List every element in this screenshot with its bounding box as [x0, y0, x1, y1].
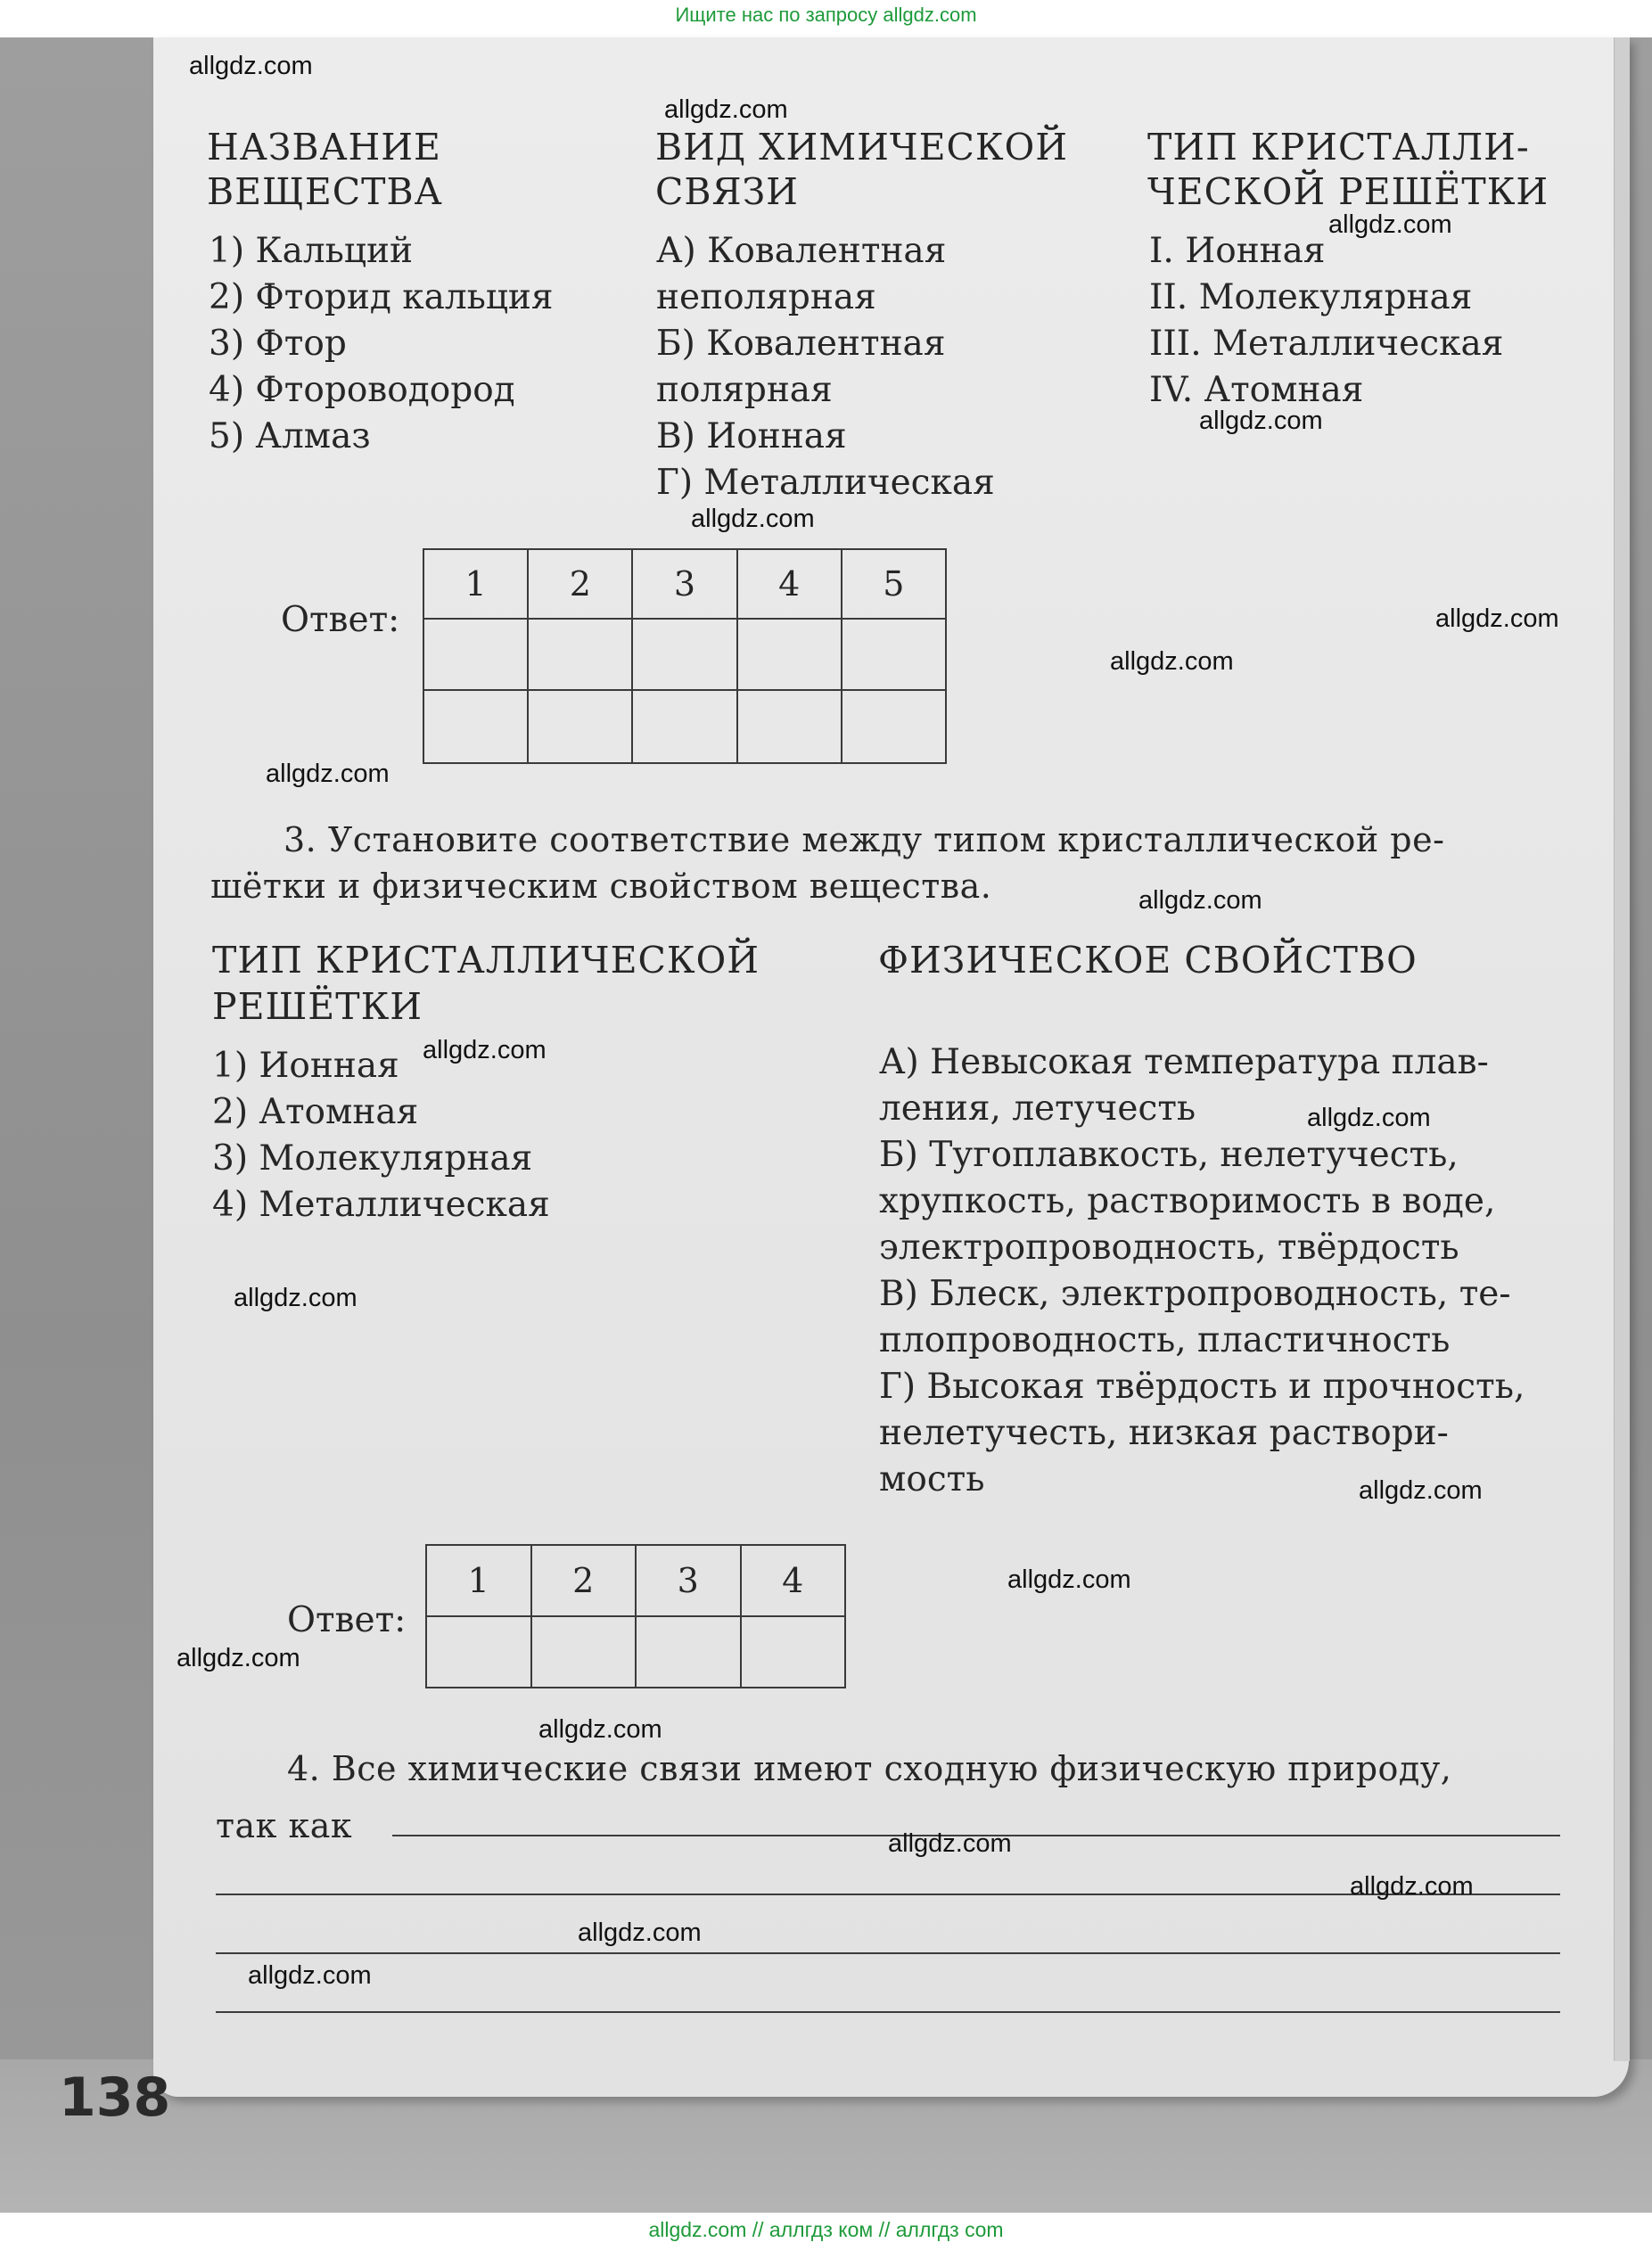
- watermark: allgdz.com: [234, 1284, 358, 1312]
- watermark: allgdz.com: [538, 1715, 662, 1744]
- header-lattice-line2: ЧЕСКОЙ РЕШЁТКИ: [1147, 170, 1549, 213]
- watermark: allgdz.com: [1435, 604, 1559, 633]
- property-line: Г) Высокая твёрдость и прочность,: [879, 1367, 1525, 1407]
- answer-cell[interactable]: [528, 690, 632, 763]
- answer-column-header: 4: [741, 1545, 846, 1616]
- watermark: allgdz.com: [1007, 1565, 1131, 1594]
- answer-line[interactable]: [216, 1952, 1560, 1954]
- property-line: электропроводность, твёрдость: [879, 1228, 1459, 1268]
- lattice-item: II. Молекулярная: [1149, 277, 1473, 317]
- answer-label: Ответ:: [287, 1600, 407, 1640]
- task3-question-line2: шётки и физическим свойством вещества.: [210, 867, 992, 906]
- answer-cell[interactable]: [632, 690, 736, 763]
- answer-line[interactable]: [216, 2011, 1560, 2013]
- lattice-type-item: 4) Металлическая: [212, 1185, 550, 1225]
- substance-item: 2) Фторид кальция: [209, 277, 554, 317]
- answer-column-header: 3: [632, 549, 736, 619]
- watermark: allgdz.com: [1307, 1104, 1431, 1132]
- answer-cell[interactable]: [737, 690, 842, 763]
- property-line: мость: [879, 1459, 985, 1499]
- bond-item: полярная: [656, 370, 833, 410]
- answer-grid-task2: [423, 548, 947, 764]
- bond-item: неполярная: [656, 277, 876, 317]
- header-substance-line2: ВЕЩЕСТВА: [207, 170, 443, 213]
- answer-grid-task3: [425, 1544, 846, 1688]
- header-bond-line1: ВИД ХИМИЧЕСКОЙ: [655, 126, 1069, 168]
- answer-column-header: 5: [842, 549, 946, 619]
- substance-item: 1) Кальций: [209, 231, 413, 271]
- lattice-type-item: 3) Молекулярная: [212, 1138, 533, 1179]
- answer-column-header: 1: [423, 549, 528, 619]
- watermark: allgdz.com: [248, 1961, 372, 1990]
- property-line: Б) Тугоплавкость, нелетучесть,: [879, 1135, 1459, 1175]
- property-line: В) Блеск, электропроводность, те-: [879, 1274, 1511, 1314]
- watermark: allgdz.com: [578, 1918, 702, 1947]
- answer-cell[interactable]: [636, 1616, 741, 1688]
- lattice-item: III. Металлическая: [1149, 324, 1504, 364]
- watermark: allgdz.com: [266, 760, 390, 788]
- header-bond-line2: СВЯЗИ: [655, 170, 799, 213]
- substance-item: 3) Фтор: [209, 324, 347, 364]
- answer-column-header: 2: [528, 549, 632, 619]
- answer-cell[interactable]: [842, 690, 946, 763]
- bond-item: А) Ковалентная: [656, 231, 947, 271]
- watermark: allgdz.com: [1110, 647, 1234, 676]
- watermark: allgdz.com: [664, 95, 788, 124]
- property-line: хрупкость, растворимость в воде,: [879, 1181, 1496, 1221]
- top-banner[interactable]: Ищите нас по запросу allgdz.com: [675, 4, 977, 26]
- header-lattice-type-line1: ТИП КРИСТАЛЛИЧЕСКОЙ: [212, 939, 760, 982]
- watermark: allgdz.com: [423, 1036, 547, 1064]
- property-line: плопроводность, пластичность: [879, 1320, 1451, 1360]
- substance-item: 5) Алмаз: [209, 416, 371, 456]
- answer-cell-blank[interactable]: [528, 619, 632, 690]
- lattice-item: IV. Атомная: [1149, 370, 1364, 410]
- lattice-item: I. Ионная: [1149, 231, 1326, 271]
- answer-cell[interactable]: [426, 1616, 531, 1688]
- page-number: 138: [59, 2066, 171, 2129]
- watermark: allgdz.com: [189, 52, 313, 80]
- watermark: allgdz.com: [1350, 1872, 1474, 1901]
- answer-cell[interactable]: [531, 1616, 637, 1688]
- bond-item: Б) Ковалентная: [656, 324, 946, 364]
- watermark: allgdz.com: [1199, 407, 1323, 435]
- bottom-banner[interactable]: allgdz.com // аллгдз ком // аллгдз com: [648, 2218, 1004, 2241]
- lattice-type-item: 1) Ионная: [212, 1046, 399, 1086]
- answer-column-header: 2: [531, 1545, 637, 1616]
- answer-cell-blank[interactable]: [737, 619, 842, 690]
- answer-column-header: 3: [636, 1545, 741, 1616]
- answer-cell-blank[interactable]: [632, 619, 736, 690]
- task4-question: 4. Все химические связи имеют сходную физическую природу,: [287, 1749, 1452, 1788]
- substance-item: 4) Фтороводород: [209, 370, 515, 410]
- header-physical-property: ФИЗИЧЕСКОЕ СВОЙСТВО: [878, 939, 1418, 982]
- task3-question-line1: 3. Установите соответствие между типом кристаллической ре-: [284, 820, 1445, 859]
- bond-item: В) Ионная: [656, 416, 847, 456]
- task4-lead: так как: [216, 1806, 353, 1845]
- answer-cell[interactable]: [741, 1616, 846, 1688]
- header-substance-line1: НАЗВАНИЕ: [207, 126, 441, 168]
- bond-item: Г) Металлическая: [656, 463, 995, 503]
- header-lattice-type-line2: РЕШЁТКИ: [212, 985, 423, 1028]
- lattice-type-item: 2) Атомная: [212, 1092, 419, 1132]
- watermark: allgdz.com: [1138, 886, 1262, 915]
- answer-cell-blank[interactable]: [423, 619, 528, 690]
- property-line: ления, летучесть: [879, 1089, 1196, 1129]
- watermark: allgdz.com: [888, 1829, 1012, 1858]
- answer-cell-blank[interactable]: [842, 619, 946, 690]
- answer-column-header: 4: [737, 549, 842, 619]
- watermark: allgdz.com: [1328, 210, 1452, 239]
- watermark: allgdz.com: [1359, 1476, 1483, 1505]
- answer-label: Ответ:: [281, 600, 400, 640]
- property-line: нелетучесть, низкая раствори-: [879, 1413, 1449, 1453]
- page-edge: [1614, 37, 1630, 2061]
- watermark: allgdz.com: [177, 1644, 300, 1672]
- answer-cell[interactable]: [423, 690, 528, 763]
- property-line: А) Невысокая температура плав-: [879, 1042, 1489, 1082]
- watermark: allgdz.com: [691, 505, 815, 533]
- header-lattice-line1: ТИП КРИСТАЛЛИ-: [1147, 126, 1530, 168]
- answer-column-header: 1: [426, 1545, 531, 1616]
